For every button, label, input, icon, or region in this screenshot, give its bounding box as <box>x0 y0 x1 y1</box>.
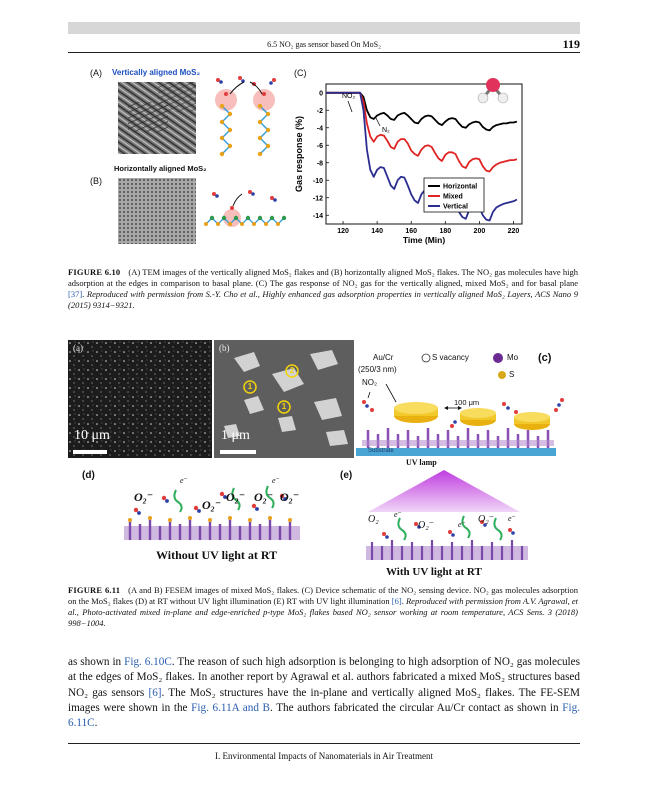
no2-molecule-icon <box>478 78 508 103</box>
footer: I. Environmental Impacts of Nanomaterials in Air Treatment <box>215 751 433 761</box>
body-text-1: as shown in <box>68 656 125 668</box>
panel-a-letter: (A) <box>90 68 102 78</box>
fesem-a-letter: (a) <box>73 343 83 353</box>
o2-minus-label-e2: O₂⁻ <box>478 514 494 525</box>
n2-arrow <box>376 118 380 126</box>
caption-figure-6-10 <box>68 267 578 311</box>
o2-minus-label-5: O₂⁻ <box>280 490 300 504</box>
figure-6-11 <box>68 340 580 580</box>
electron-label-e1: e⁻ <box>394 510 402 519</box>
marker-1a: 1 <box>247 382 253 391</box>
marker-2: 2 <box>289 366 295 375</box>
y-tick-label: -8 <box>316 160 323 168</box>
caption-text-6-11: (A and B) FESEM images of mixed MoS₂ flakes. (C) Device schematic of the NO₂ sensing device. NO₂ gas molecules adsorption on the MoS₂ flakes (D) at RT without UV light illumination (E) RT with UV light illumination <box>68 585 578 606</box>
legend-label-mixed: Mixed <box>443 193 463 201</box>
caption-label-6-11: FIGURE 6.11 <box>68 585 121 595</box>
o2-minus-label-3: O₂⁻ <box>226 490 246 504</box>
caption-citation-link[interactable]: [37] <box>68 289 83 299</box>
scale-bar-a-label: 10 μm <box>74 428 110 443</box>
fesem-b-letter: (b) <box>219 343 230 353</box>
body-text-4: . The authors fabricated the circular Au/Cr contact as shown in <box>270 701 563 714</box>
header-rule <box>68 52 580 53</box>
panel-c-letter: (C) <box>294 68 307 78</box>
o2-minus-label-e1: O₂⁻ <box>418 520 434 531</box>
running-head: 6.5 NO₂ gas sensor based On MoS₂ <box>267 40 381 49</box>
caption-reproduced-6-11: Reproduced with permission from A.V. Agrawal, et al., Photo-activated mixed in-plane and edge-enriched p-type MoS₂ flakes based NO₂ sensor working at room temperature, ACS Sens. 3 (2018) 998−1004. <box>68 596 579 628</box>
caption-sep-6-11: . <box>401 596 406 606</box>
body-paragraph <box>68 655 580 731</box>
x-tick-label: 200 <box>473 228 486 235</box>
electron-label-2: e⁻ <box>272 476 280 485</box>
fig-6-10c-link[interactable]: Fig. 6.10C <box>124 656 172 668</box>
caption-citation-link-6-11[interactable]: [6] <box>391 596 402 606</box>
y-tick-label: -14 <box>312 212 323 220</box>
electron-label-1: e⁻ <box>180 476 188 485</box>
o2-label-1: O₂ <box>368 514 379 525</box>
x-tick-label: 220 <box>507 228 520 235</box>
y-tick-label: 0 <box>319 90 323 98</box>
tem-image-vertical <box>118 82 196 154</box>
s-vacancy-label: S vacancy <box>432 353 469 362</box>
ref-6-link[interactable]: [6] <box>148 686 162 699</box>
o2-minus-label-2: O₂⁻ <box>202 498 222 512</box>
body-text-3: . The MoS₂ structures have the in-plane and vertically aligned MoS₂ flakes. The FE-SEM images were shown in the <box>68 686 580 714</box>
horizontal-mos2-schematic <box>202 184 288 238</box>
uv-lamp-label: UV lamp <box>406 458 437 467</box>
electron-label-e3: e⁻ <box>508 514 516 523</box>
y-axis-label: Gas response (%) <box>294 115 304 193</box>
caption-reproduced: Reproduced with permission from S.-Y. Cho et al., Highly enhanced gas adsorption properties in vertically aligned MoS₂ Layers, ACS Nano 9 (2015) 9314−9321. <box>68 289 579 310</box>
x-tick-label: 120 <box>337 228 349 235</box>
fig-6-11c-link[interactable]: Fig. 6.11C <box>68 701 580 730</box>
no2-annotation: NO₂ <box>342 93 356 100</box>
fig-6-11ab-link[interactable]: Fig. 6.11A and B <box>191 701 270 714</box>
legend-label-vertical: Vertical <box>443 203 468 211</box>
panel-a-title: Vertically aligned MoS₂ <box>112 68 201 77</box>
o2-minus-label-4: O₂⁻ <box>254 490 274 504</box>
y-tick-label: -6 <box>316 142 323 150</box>
x-axis-label: Time (Min) <box>402 235 446 245</box>
body-text-5: . <box>94 717 98 730</box>
panel-b-letter: (B) <box>90 176 102 186</box>
series-line-vertical <box>326 93 517 221</box>
thickness-label: (250/3 nm) <box>358 365 397 374</box>
caption-figure-6-11 <box>68 585 578 629</box>
x-tick-label: 180 <box>439 228 452 235</box>
au-cr-label: Au/Cr <box>373 353 394 362</box>
x-tick-label: 160 <box>405 228 418 235</box>
header-band <box>68 22 580 34</box>
gap-label: 100 μm <box>454 398 480 407</box>
scale-bar-b-label: 1 μm <box>221 428 250 443</box>
body-text-2: . The reason of such high adsorption is belonging to high adsorption of NO₂ gas molecules at the edges of MoS₂ flakes. In another report by Agrawal et al. authors fabricated a mixed MoS₂ structures based NO₂ gas sensors <box>68 656 580 699</box>
uv-lamp-schematic <box>364 468 524 514</box>
panel-e-letter: (e) <box>340 470 353 481</box>
adsorption-with-uv-schematic <box>364 512 530 568</box>
caption-label: FIGURE 6.10 <box>68 267 121 277</box>
caption-sep: . <box>82 289 87 299</box>
panel-d-letter: (d) <box>82 470 95 481</box>
mo-label: Mo <box>507 353 519 362</box>
figure-6-10 <box>90 60 530 260</box>
substrate-label: Substrate <box>368 448 394 454</box>
y-tick-label: -10 <box>312 177 323 185</box>
no2-arrow <box>348 101 352 112</box>
electron-label-e2: e⁻ <box>458 520 466 529</box>
n2-annotation: N₂ <box>382 127 390 134</box>
caption-text: (A) TEM images of the vertically aligned MoS₂ flakes and (B) horizontally aligned MoS₂ flakes. The NO₂ gas molecules have high adsorption at the edges in comparison to basal plane. (C) The gas response of NO₂ gas for the vertically aligned, mixed MoS₂ and for basal plane <box>68 267 578 288</box>
without-uv-label: Without UV light at RT <box>156 548 278 562</box>
series-line-mixed <box>326 93 517 172</box>
x-tick-label: 140 <box>371 228 383 235</box>
with-uv-label: With UV light at RT <box>386 566 482 578</box>
y-tick-label: -2 <box>316 107 323 115</box>
tem-image-horizontal <box>118 178 196 244</box>
page-number: 119 <box>562 37 580 51</box>
no2-label: NO₂ <box>362 378 378 387</box>
panel-c-letter-device: (c) <box>538 352 552 364</box>
gas-response-chart <box>290 68 530 260</box>
marker-1b: 1 <box>281 402 287 411</box>
y-tick-label: -12 <box>312 195 323 203</box>
panel-b-title: Horizontally aligned MoS₂ <box>114 164 207 173</box>
legend-label-horizontal: Horizontal <box>443 183 478 191</box>
y-tick-label: -4 <box>316 125 323 133</box>
footer-rule <box>68 743 580 744</box>
s-label: S <box>509 370 515 379</box>
vertical-mos2-schematic <box>210 72 282 162</box>
o2-minus-label-1: O₂⁻ <box>134 490 154 504</box>
